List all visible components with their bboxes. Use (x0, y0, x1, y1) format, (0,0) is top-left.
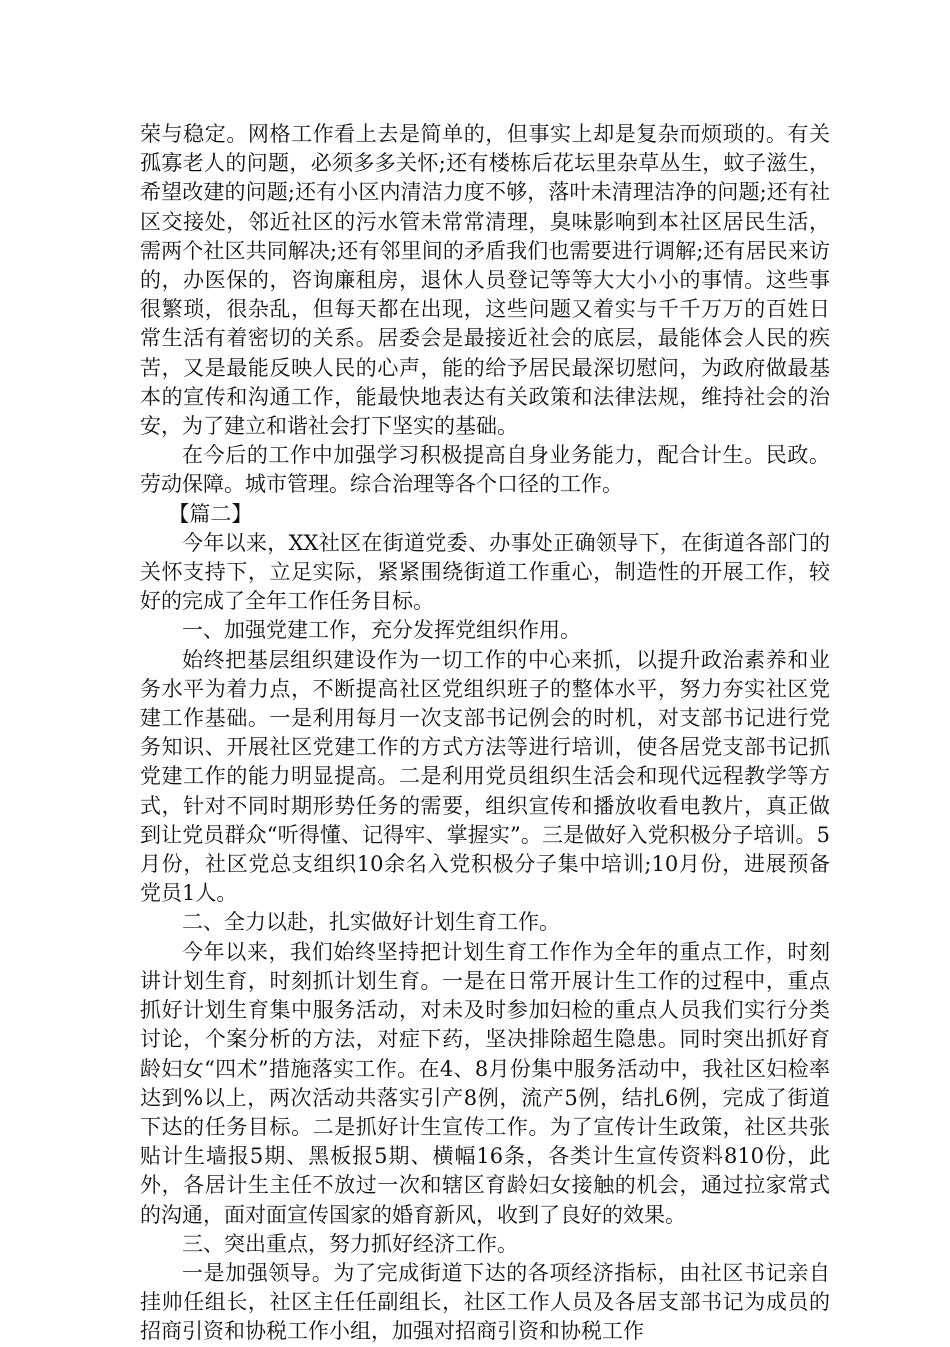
paragraph-overview: 今年以来，XX社区在街道党委、办事处正确领导下，在街道各部门的关怀支持下，立足实际，紧紧围绕街道工作重心，制造性的开展工作，较好的完成了全年工作任务目标。 (140, 530, 830, 614)
heading-party-building: 一、加强党建工作，充分发挥党组织作用。 (182, 618, 581, 643)
heading-economic-work: 三、突出重点，努力抓好经济工作。 (182, 1231, 518, 1256)
paragraph-intro-continued: 荣与稳定。网格工作看上去是简单的，但事实上却是复杂而烦琐的。有关孤寡老人的问题，必须多多关怀;还有楼栋后花坛里杂草丛生，蚊子滋生，希望改建的问题;还有小区内清洁力度不够，落叶未清理洁净的问题;还有社区交接处，邻近社区的污水管未常常清理，臭味影响到本社区居民生活，需两个社区共同解决;还有邻里间的矛盾我们也需要进行调解;还有居民来访的，办医保的，咨询廉租房，退休人员登记等等大大小小的事情。这些事很繁琐，很杂乱，但每天都在出现，这些问题又着实与千千万万的百姓日常生活有着密切的关系。居委会是最接近社会的底层，最能体会人民的疾苦，又是最能反映人民的心声，能的给予居民最深切慰问，为政府做最基本的宣传和沟通工作，能最快地表达有关政策和法律法规，维持社会的治安，为了建立和谐社会打下坚实的基础。 (140, 122, 830, 439)
paragraph-future-work: 在今后的工作中加强学习积极提高自身业务能力，配合计生。民政。劳动保障。城市管理。综合治理等各个口径的工作。 (140, 443, 830, 497)
section-label-part-two: 【篇二】 (168, 501, 253, 526)
paragraph-party-building: 始终把基层组织建设作为一切工作的中心来抓，以提升政治素养和业务水平为着力点，不断提高社区党组织班子的整体水平，努力夯实社区党建工作基础。一是利用每月一次支部书记例会的时机，对支部书记进行党务知识、开展社区党建工作的方式方法等进行培训，使各居党支部书记抓党建工作的能力明显提高。二是利用党员组织生活会和现代远程教学等方式，针对不同时期形势任务的需要，组织宣传和播放收看电教片，真正做到让党员群众“听得懂、记得牢、掌握实”。三是做好入党积极分子培训。5月份，社区党总支组织10余名入党积极分子集中培训;10月份，进展预备党员1人。 (140, 647, 830, 906)
paragraph-economic-work: 一是加强领导。为了完成街道下达的各项经济指标，由社区书记亲自挂帅任组长，社区主任任副组长，社区工作人员及各居支部书记为成员的招商引资和协税工作小组，加强对招商引资和协税工作 (140, 1260, 830, 1344)
paragraph-family-planning: 今年以来，我们始终坚持把计划生育工作作为全年的重点工作，时刻讲计划生育，时刻抓计划生育。一是在日常开展计生工作的过程中，重点抓好计划生育集中服务活动，对未及时参加妇检的重点人员我们实行分类讨论，个案分析的方法，对症下药，坚决排除超生隐患。同时突出抓好育龄妇女“四术”措施落实工作。在4、8月份集中服务活动中，我社区妇检率达到%以上，两次活动共落实引产8例，流产5例，结扎6例，完成了街道下达的任务目标。二是抓好计生宣传工作。为了宣传计生政策，社区共张贴计生墙报5期、黑板报5期、横幅16条，各类计生宣传资料810份，此外，各居计生主任不放过一次和辖区育龄妇女接触的机会，通过拉家常式的沟通，面对面宣传国家的婚育新风，收到了良好的效果。 (140, 939, 830, 1227)
document-page (140, 120, 830, 1347)
heading-family-planning: 二、全力以赴，扎实做好计划生育工作。 (182, 910, 560, 935)
